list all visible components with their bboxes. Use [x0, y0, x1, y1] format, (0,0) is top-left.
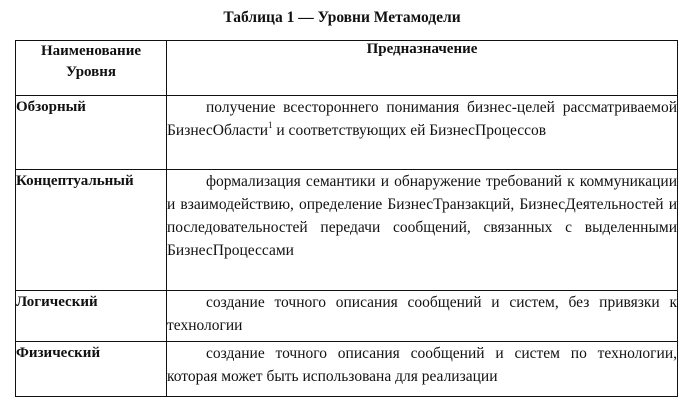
purpose-text: создание точного описания сообщений и систем по технологии, которая может быть использована для реализации — [167, 345, 677, 385]
purpose-cell — [167, 170, 678, 291]
footnote-marker[interactable]: 1 — [268, 120, 273, 130]
table-row — [16, 342, 678, 397]
level-name-cell: Физический — [16, 342, 167, 397]
table-row — [16, 291, 678, 342]
purpose-text: формализация семантики и обнаружение требований к коммуникации и взаимодействию, определение БизнесТранзакций, БизнесДеятельностей и последовательностей передачи сообщений, связанных с выделенными БизнесПроцессами — [167, 173, 677, 259]
metamodel-levels-table — [15, 40, 678, 397]
table-row — [16, 96, 678, 170]
header-purpose: Предназначение — [167, 41, 678, 96]
level-name-cell: Логический — [16, 291, 167, 342]
header-level-name: Наименование Уровня — [16, 41, 167, 96]
table-row — [16, 170, 678, 291]
level-name-cell: Концептуальный — [16, 170, 167, 291]
purpose-text — [167, 96, 677, 142]
purpose-text: создание точного описания сообщений и систем, без привязки к технологии — [167, 294, 677, 334]
purpose-text-part: получение всестороннего понимания бизнес-целей рассматриваемой БизнесОбласти — [167, 99, 677, 139]
table-caption: Таблица 1 — Уровни Метамодели — [223, 9, 461, 26]
purpose-cell — [167, 96, 678, 170]
purpose-text-part: и соответствующих ей БизнесПроцессов — [272, 122, 547, 139]
table-header-row — [16, 41, 678, 96]
level-name-cell: Обзорный — [16, 96, 167, 170]
purpose-cell — [167, 291, 678, 342]
purpose-cell — [167, 342, 678, 397]
